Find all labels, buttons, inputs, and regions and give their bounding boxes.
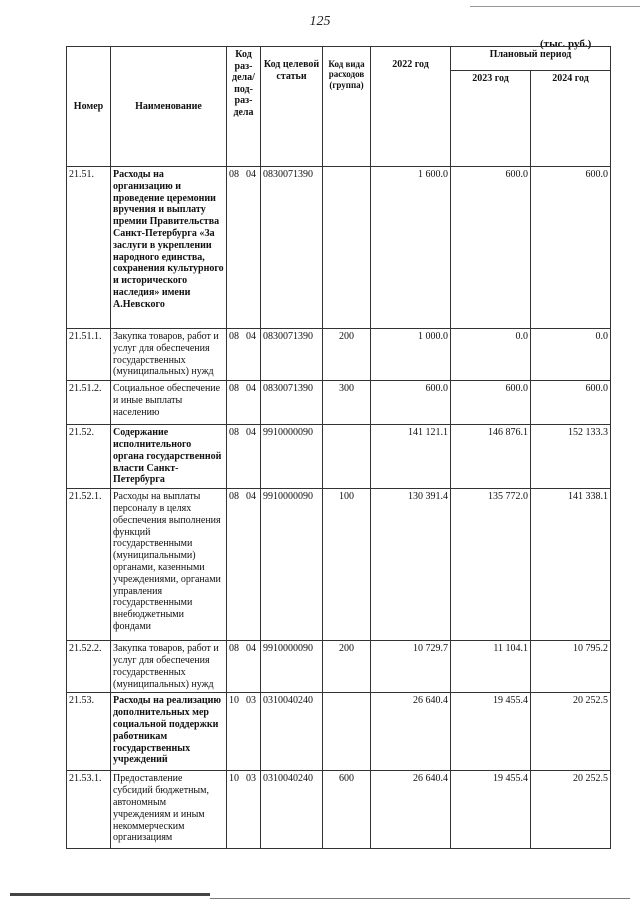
row-section-pr: 04: [246, 427, 256, 439]
row-target: 9910000090: [261, 489, 323, 641]
row-expense-type: 100: [323, 489, 371, 641]
row-section-pr: 03: [246, 695, 256, 707]
row-section: [227, 329, 261, 381]
row-number: 21.51.2.: [67, 381, 111, 425]
row-2022: 600.0: [371, 381, 451, 425]
row-section-pr: 04: [246, 491, 256, 503]
row-number: 21.51.1.: [67, 329, 111, 381]
row-expense-type: [323, 167, 371, 329]
row-section-pr: 04: [246, 331, 256, 342]
row-section-pr: 03: [246, 773, 256, 785]
row-target: 9910000090: [261, 641, 323, 693]
header-year-2024: 2024 год: [531, 71, 611, 167]
row-section-rz: 10: [229, 695, 239, 707]
row-target: 0830071390: [261, 329, 323, 381]
row-2023: 600.0: [451, 381, 531, 425]
row-2024: 152 133.3: [531, 425, 611, 489]
row-section-rz: 08: [229, 169, 239, 180]
row-name: Социальное обеспечение и иные выплаты населению: [111, 381, 227, 425]
row-2022: 26 640.4: [371, 771, 451, 849]
row-expense-type: 600: [323, 771, 371, 849]
row-2023: 11 104.1: [451, 641, 531, 693]
header-name: Наименование: [111, 47, 227, 167]
row-name: Предоставление субсидий бюджетным, автономным учреждениям и иным некоммерческим организациям: [111, 771, 227, 849]
row-section: [227, 381, 261, 425]
row-target: 0310040240: [261, 771, 323, 849]
row-expense-type: [323, 425, 371, 489]
row-2022: 141 121.1: [371, 425, 451, 489]
row-name: Закупка товаров, работ и услуг для обеспечения государственных (муниципальных) нужд: [111, 641, 227, 693]
table-row: [67, 381, 611, 425]
row-section: [227, 167, 261, 329]
table-row: [67, 641, 611, 693]
row-name: Закупка товаров, работ и услуг для обеспечения государственных (муниципальных) нужд: [111, 329, 227, 381]
row-target: 9910000090: [261, 425, 323, 489]
header-section: Код раз-дела/ под-раз-дела: [227, 47, 261, 167]
row-2022: 1 600.0: [371, 167, 451, 329]
row-number: 21.53.: [67, 693, 111, 771]
row-2024: 0.0: [531, 329, 611, 381]
row-section: [227, 771, 261, 849]
row-2024: 600.0: [531, 167, 611, 329]
row-2024: 20 252.5: [531, 771, 611, 849]
row-2024: 141 338.1: [531, 489, 611, 641]
row-number: 21.53.1.: [67, 771, 111, 849]
budget-table: [66, 46, 611, 849]
row-section-rz: 08: [229, 491, 239, 503]
table-row: [67, 167, 611, 329]
table-row: [67, 771, 611, 849]
row-2023: 135 772.0: [451, 489, 531, 641]
row-name: Расходы на реализацию дополнительных мер социальной поддержки работникам государственных учреждений: [111, 693, 227, 771]
row-2023: 19 455.4: [451, 771, 531, 849]
row-2023: 146 876.1: [451, 425, 531, 489]
row-target: 0830071390: [261, 167, 323, 329]
row-number: 21.51.: [67, 167, 111, 329]
row-section-rz: 08: [229, 383, 239, 395]
header-expense-type: Код вида расходов (группа): [323, 47, 371, 167]
row-2024: 20 252.5: [531, 693, 611, 771]
header-year-2022: 2022 год: [371, 47, 451, 167]
header-target: Код целевой статьи: [261, 47, 323, 167]
row-2022: 1 000.0: [371, 329, 451, 381]
header-number: Номер: [67, 47, 111, 167]
row-section-rz: 08: [229, 643, 239, 655]
row-section-pr: 04: [246, 643, 256, 655]
row-number: 21.52.: [67, 425, 111, 489]
row-section-pr: 04: [246, 169, 256, 180]
row-2024: 10 795.2: [531, 641, 611, 693]
table-row: [67, 489, 611, 641]
header-year-2023: 2023 год: [451, 71, 531, 167]
top-rule: [470, 6, 640, 7]
row-section-rz: 08: [229, 427, 239, 439]
header-plan-period: Плановый период: [451, 47, 611, 71]
row-2023: 600.0: [451, 167, 531, 329]
table-body: [67, 167, 611, 849]
row-section: [227, 489, 261, 641]
row-expense-type: 300: [323, 381, 371, 425]
row-2024: 600.0: [531, 381, 611, 425]
table-row: [67, 329, 611, 381]
row-expense-type: [323, 693, 371, 771]
row-name: Расходы на организацию и проведение церемонии вручения и выплату премии Правительства Санкт-Петербурга «За заслуги в укреплении народного единства, сохранения культурного и исторического наследия» имени А.Невского: [111, 167, 227, 329]
row-2022: 10 729.7: [371, 641, 451, 693]
page-number: 125: [309, 14, 331, 29]
unit-note: (тыс. руб.): [540, 38, 592, 50]
table-row: [67, 693, 611, 771]
row-number: 21.52.2.: [67, 641, 111, 693]
row-number: 21.52.1.: [67, 489, 111, 641]
row-target: 0310040240: [261, 693, 323, 771]
row-section-rz: 10: [229, 773, 239, 785]
row-section: [227, 693, 261, 771]
table-row: [67, 425, 611, 489]
row-name: Расходы на выплаты персоналу в целях обеспечения выполнения функций государственными (муниципальными) органами, казенными учреждениями, органами управления государственными внебюджетными фондами: [111, 489, 227, 641]
row-section-rz: 08: [229, 331, 239, 342]
row-section-pr: 04: [246, 383, 256, 395]
row-expense-type: 200: [323, 329, 371, 381]
row-section: [227, 425, 261, 489]
bottom-rule: [10, 893, 210, 896]
bottom-rule-thin: [210, 898, 630, 899]
row-2022: 130 391.4: [371, 489, 451, 641]
row-2023: 19 455.4: [451, 693, 531, 771]
row-name: Содержание исполнительного органа государственной власти Санкт-Петербурга: [111, 425, 227, 489]
row-2023: 0.0: [451, 329, 531, 381]
row-target: 0830071390: [261, 381, 323, 425]
row-expense-type: 200: [323, 641, 371, 693]
row-section: [227, 641, 261, 693]
row-2022: 26 640.4: [371, 693, 451, 771]
